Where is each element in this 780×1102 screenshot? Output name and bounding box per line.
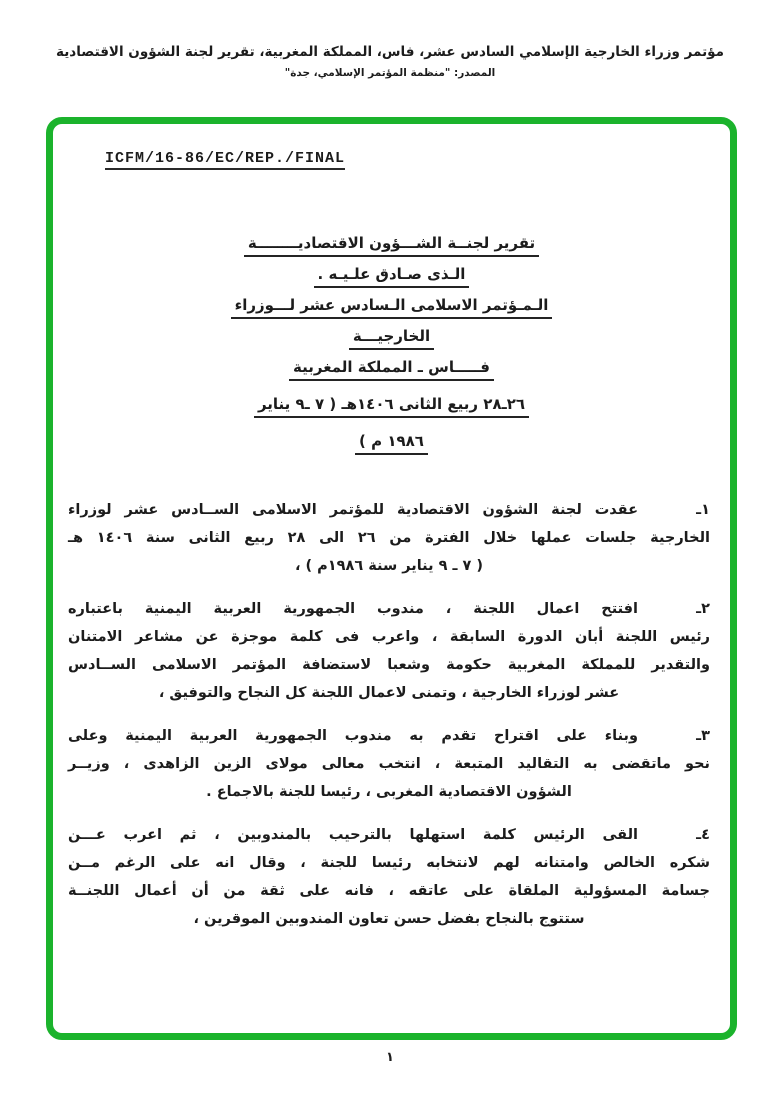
- document-title-block: [53, 234, 730, 463]
- title-line-text: تقرير لجنــة الشـــؤون الاقتصاديــــــــة: [244, 234, 539, 257]
- title-line-3: [53, 296, 730, 319]
- paragraph-4-line-4: ستتوج بالنجاح بفضل حسن تعاون المندوبين الموقرين ،: [193, 911, 585, 927]
- page-number: ١: [386, 1050, 394, 1065]
- title-line-text: الـمـؤتمر الاسلامى الـسادس عشر لـــوزراء: [231, 296, 553, 319]
- paragraph-4-line-1: [68, 821, 710, 849]
- title-line-7: [53, 432, 730, 455]
- paragraph-4-line-3: جسامة المسؤولية الملقاة على عاتقه ، فانه على ثقة من أن أعمال اللجنــة: [68, 883, 710, 899]
- title-line-text: ١٩٨٦ م ): [355, 432, 428, 455]
- paragraph-number: ١ـ: [696, 502, 710, 518]
- title-line-text: ٢٦ـ٢٨ ربيع الثانى ١٤٠٦هـ ( ٧ ـ٩ يناير: [254, 395, 529, 418]
- paragraph-1-line-2: الخارجية جلسات عملها خلال الفترة من ٢٦ الى ٢٨ ربيع الثانى سنة ١٤٠٦ هـ: [68, 530, 710, 546]
- paragraph-number: ٤ـ: [696, 827, 710, 843]
- paragraph-1-line-1: [68, 496, 710, 524]
- paragraph-4: [68, 821, 710, 933]
- paragraph-2: [68, 595, 710, 707]
- paragraph-4-line-2: شكره الخالص وامتنانه لهم لانتخابه رئيسا للجنة ، وقال انه على الرغم مــن: [68, 855, 710, 871]
- paragraph-number: ٣ـ: [696, 728, 710, 744]
- title-line-1: [53, 234, 730, 257]
- document-body: [68, 496, 710, 948]
- page-header: [0, 44, 780, 79]
- title-line-text: فـــــاس ـ المملكة المغربية: [289, 358, 494, 381]
- paragraph-3-line-2: نحو ماتقضى به التقاليد المتبعة ، انتخب معالى مولاى الزين الزاهدى ، وزيــر: [68, 756, 710, 772]
- paragraph-1: [68, 496, 710, 580]
- paragraph-3-line-3: الشؤون الاقتصادية المغربى ، رئيسا للجنة بالاجماع .: [206, 784, 572, 800]
- paragraph-2-line-1: [68, 595, 710, 623]
- title-line-text: الـذى صـادق علـيـه .: [314, 265, 470, 288]
- paragraph-first-line-text: عقدت لجنة الشؤون الاقتصادية للمؤتمر الاسلامى الســادس عشر لوزراء: [68, 502, 638, 518]
- document-reference: ICFM/16-86/EC/REP./FINAL: [105, 150, 345, 170]
- paragraph-first-line-text: افتتح اعمال اللجنة ، مندوب الجمهورية العربية اليمنية باعتباره: [68, 601, 638, 617]
- paragraph-3-line-1: [68, 722, 710, 750]
- title-line-5: [53, 358, 730, 381]
- header-title: مؤتمر وزراء الخارجية الإسلامي السادس عشر، فاس، المملكة المغربية، تقرير لجنة الشؤون الاقتصادية: [56, 44, 724, 60]
- paragraph-2-line-4: عشر لوزراء الخارجية ، وتمنى لاعمال اللجنة كل النجاح والتوفيق ،: [158, 685, 620, 701]
- paragraph-2-line-2: رئيس اللجنة أبان الدورة السابقة ، واعرب فى كلمة موجزة عن مشاعر الامتنان: [68, 629, 710, 645]
- paragraph-number: ٢ـ: [696, 601, 710, 617]
- green-highlight-frame: [46, 117, 737, 1040]
- paragraph-first-line-text: القى الرئيس كلمة استهلها بالترحيب بالمندوبين ، ثم اعرب عـــن: [68, 827, 638, 843]
- paragraph-1-line-3: ( ٧ ـ ٩ يناير سنة ١٩٨٦م ) ،: [294, 558, 484, 574]
- title-line-2: [53, 265, 730, 288]
- title-line-4: [53, 327, 730, 350]
- paragraph-first-line-text: وبناء على اقتراح تقدم به مندوب الجمهورية العربية اليمنية وعلى: [68, 728, 638, 744]
- paragraph-2-line-3: والتقدير للمملكة المغربية حكومة وشعبا لاستضافة المؤتمر الاسلامى الســادس: [68, 657, 710, 673]
- paragraph-3: [68, 722, 710, 806]
- title-line-6: [53, 395, 730, 418]
- title-line-text: الخارجيـــة: [349, 327, 434, 350]
- header-source: المصدر: "منظمة المؤتمر الإسلامي، جدة": [284, 67, 496, 79]
